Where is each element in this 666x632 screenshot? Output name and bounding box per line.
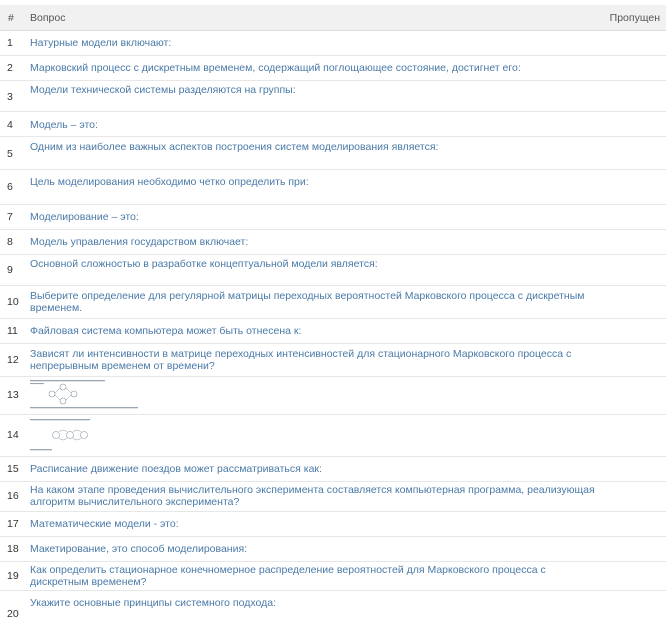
table-row bbox=[0, 286, 666, 319]
table-row bbox=[0, 377, 666, 415]
table-header bbox=[0, 5, 666, 31]
table-row bbox=[0, 482, 666, 512]
row-number: 9 bbox=[7, 264, 13, 276]
row-number: 1 bbox=[7, 37, 13, 49]
question-link[interactable]: Расписание движение поездов может рассматриваться как: bbox=[30, 463, 322, 475]
question-link[interactable]: Файловая система компьютера может быть отнесена к: bbox=[30, 325, 302, 337]
table-row bbox=[0, 512, 666, 537]
question-link[interactable]: Марковский процесс с дискретным временем, содержащий поглощающее состояние, достигнет его: bbox=[30, 62, 521, 74]
table-row bbox=[0, 344, 666, 377]
row-number: 15 bbox=[7, 463, 19, 475]
row-number: 19 bbox=[7, 570, 19, 582]
row-number: 11 bbox=[7, 325, 18, 337]
row-number: 13 bbox=[7, 389, 19, 401]
question-link[interactable]: Зависят ли интенсивности в матрице переходных интенсивностей для стационарного Марковского процесса с непрерывным временем от времени? bbox=[30, 348, 572, 372]
row-number: 2 bbox=[7, 62, 13, 74]
header-skipped: Пропущен bbox=[609, 12, 660, 24]
question-thumbnail[interactable] bbox=[30, 418, 140, 452]
header-question: Вопрос bbox=[30, 12, 66, 24]
question-link[interactable]: Моделирование – это: bbox=[30, 211, 139, 223]
row-number: 16 bbox=[7, 490, 19, 502]
question-link[interactable]: Одним из наиболее важных аспектов построения систем моделирования является: bbox=[30, 141, 439, 153]
header-number: # bbox=[8, 12, 14, 24]
table-row bbox=[0, 562, 666, 591]
table-row bbox=[0, 457, 666, 482]
table-row bbox=[0, 415, 666, 457]
row-number: 14 bbox=[7, 429, 19, 441]
question-link[interactable]: Выберите определение для регулярной матрицы переходных вероятностей Марковского процесса с дискретным временем. bbox=[30, 290, 585, 314]
row-number: 8 bbox=[7, 236, 13, 248]
table-row bbox=[0, 255, 666, 286]
row-number: 20 bbox=[7, 608, 19, 620]
table-row bbox=[0, 56, 666, 81]
row-number: 3 bbox=[7, 91, 13, 103]
question-link[interactable]: Макетирование, это способ моделирования: bbox=[30, 543, 248, 555]
row-number: 17 bbox=[7, 518, 19, 530]
question-link[interactable]: Как определить стационарное конечномерное распределение вероятностей для Марковского процесса с дискретным временем? bbox=[30, 564, 546, 588]
question-link[interactable]: Модель – это: bbox=[30, 119, 98, 131]
table-row bbox=[0, 31, 666, 56]
question-link[interactable]: Цель моделирования необходимо четко определить при: bbox=[30, 176, 309, 188]
table-row bbox=[0, 137, 666, 170]
row-number: 12 bbox=[7, 354, 19, 366]
question-link[interactable]: Модели технической системы разделяются на группы: bbox=[30, 84, 296, 96]
question-thumbnail[interactable] bbox=[30, 379, 140, 411]
question-link[interactable]: Натурные модели включают: bbox=[30, 37, 172, 49]
row-number: 6 bbox=[7, 181, 13, 193]
row-number: 5 bbox=[7, 148, 13, 160]
row-number: 4 bbox=[7, 119, 13, 131]
question-link[interactable]: Укажите основные принципы системного подхода: bbox=[30, 597, 276, 609]
question-link[interactable]: На каком этапе проведения вычислительного эксперимента составляется компьютерная программа, реализующая алгоритм вычислительного эксперимента? bbox=[30, 484, 595, 508]
table-row bbox=[0, 205, 666, 230]
table-row bbox=[0, 230, 666, 255]
table-row bbox=[0, 537, 666, 562]
table-row bbox=[0, 591, 666, 631]
row-number: 7 bbox=[7, 211, 13, 223]
row-number: 10 bbox=[7, 296, 19, 308]
question-link[interactable]: Основной сложностью в разработке концептуальной модели является: bbox=[30, 258, 378, 270]
table-row bbox=[0, 112, 666, 137]
table-row bbox=[0, 81, 666, 112]
question-link[interactable]: Математические модели - это: bbox=[30, 518, 179, 530]
table-row bbox=[0, 319, 666, 344]
row-number: 18 bbox=[7, 543, 19, 555]
table-row bbox=[0, 170, 666, 205]
question-link[interactable]: Модель управления государством включает: bbox=[30, 236, 249, 248]
